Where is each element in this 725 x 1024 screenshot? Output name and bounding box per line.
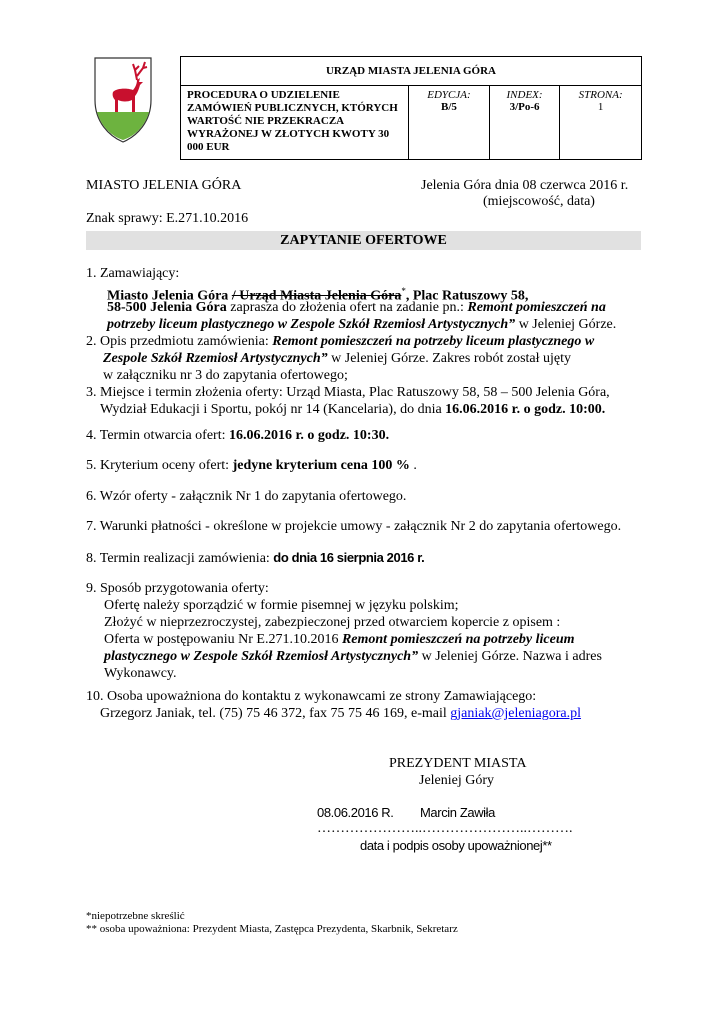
footnote-2: ** osoba upoważniona: Prezydent Miasta, Zastępca Prezydenta, Skarbnik, Sekretarz <box>86 923 458 935</box>
item-5-end: . <box>409 458 417 473</box>
item-2-task-a: Remont pomieszczeń na potrzeby liceum plastycznego w <box>272 334 595 349</box>
item-10-contact <box>100 705 581 723</box>
item-1-address: , Plac Ratuszowy 58, <box>405 288 529 304</box>
item-4-label: 4. Termin otwarcia ofert: <box>86 428 229 443</box>
item-3-line-2 <box>100 401 605 419</box>
item-1-task-b: potrzeby liceum plastycznego w Zespole Szkół Rzemiosł Artystycznych” <box>107 317 516 332</box>
signature-date: 08.06.2016 R. <box>317 805 394 820</box>
item-1-line-2 <box>107 299 606 317</box>
item-5 <box>86 457 417 475</box>
item-10-heading: 10. Osoba upoważniona do kontaktu z wykonawcami ze strony Zamawiającego: <box>86 689 537 704</box>
city-crest-logo <box>91 54 155 144</box>
index-cell <box>489 86 559 160</box>
signature-name: Marcin Zawiła <box>420 805 495 820</box>
item-9-contractor: w Jeleniej Górze. Nazwa i adres <box>418 649 602 664</box>
item-9-line-1: Ofertę należy sporządzić w formie pisemnej w języku polskim; <box>104 598 459 613</box>
header-table <box>180 56 642 160</box>
item-1-task-a: Remont pomieszczeń na <box>467 300 606 315</box>
procedure-title: PROCEDURA O UDZIELENIE ZAMÓWIEŃ PUBLICZNYCH, KTÓRYCH WARTOŚĆ NIE PRZEKRACZA WYRAŻONEJ W ZŁOTYCH KWOTY 30 000 EUR <box>181 86 409 160</box>
index-label: INDEX: <box>506 89 543 101</box>
item-4 <box>86 427 389 445</box>
signature-caption: data i podpis osoby upoważnionej** <box>360 838 552 853</box>
signature-title-1: PREZYDENT MIASTA <box>389 756 527 771</box>
item-1-location: w Jeleniej Górze. <box>515 317 617 332</box>
item-8-label: 8. Termin realizacji zamówienia: <box>86 551 274 566</box>
item-3-place: Wydział Edukacji i Sportu, pokój nr 14 (Kancelaria), do dnia <box>100 402 446 417</box>
document-title: ZAPYTANIE OFERTOWE <box>86 231 641 250</box>
index-value: 3/Po-6 <box>509 101 540 113</box>
date-caption: (miejscowość, data) <box>483 194 595 209</box>
item-1-heading: 1. Zamawiający: <box>86 266 180 281</box>
case-reference: Znak sprawy: E.271.10.2016 <box>86 211 249 226</box>
office-name: URZĄD MIASTA JELENIA GÓRA <box>181 57 642 86</box>
item-9-task-b: plastycznego w Zespole Szkół Rzemiosł Artystycznych” <box>104 649 419 664</box>
item-2-line-1 <box>86 333 594 351</box>
item-3-line-1: 3. Miejsce i termin złożenia oferty: Urząd Miasta, Plac Ratuszowy 58, 58 – 500 Jelenia Góra, <box>86 385 610 400</box>
signature-dots: …………………..…………………..………. <box>317 821 573 836</box>
item-9-line-3 <box>104 631 575 649</box>
item-5-value: jedyne kryterium cena 100 % <box>232 458 410 473</box>
item-3-deadline: 16.06.2016 r. o godz. 10:00. <box>445 402 606 417</box>
item-7: 7. Warunki płatności - określone w projekcie umowy - załącznik Nr 2 do zapytania ofertowego. <box>86 519 622 534</box>
item-1-invite: zaprasza do złożenia ofert na zadanie pn.: <box>226 300 468 315</box>
item-10-contact-details: Grzegorz Janiak, tel. (75) 75 46 372, fax 75 75 46 169, e-mail <box>100 706 451 721</box>
item-1-asterisk: * <box>401 286 406 296</box>
item-2-scope: w Jeleniej Górze. Zakres robót został ujęty <box>327 351 572 366</box>
item-1-struck-office: / Urząd Miasta Jelenia Góra <box>231 288 402 304</box>
item-8 <box>86 549 424 568</box>
city-name: MIASTO JELENIA GÓRA <box>86 178 242 193</box>
edition-value: B/5 <box>440 101 457 113</box>
item-2-task-b: Zespole Szkół Rzemiosł Artystycznych” <box>103 351 328 366</box>
item-1-postcode: 58-500 Jelenia Góra <box>107 300 227 315</box>
item-6: 6. Wzór oferty - załącznik Nr 1 do zapytania ofertowego. <box>86 489 407 504</box>
page-cell <box>560 86 642 160</box>
item-9-task-a: Remont pomieszczeń na potrzeby liceum <box>341 632 575 647</box>
item-2-line-3: w załączniku nr 3 do zapytania ofertowego; <box>103 368 348 383</box>
item-9-offer-ref: Oferta w postępowaniu Nr E.271.10.2016 <box>104 632 342 647</box>
signature-title-2: Jeleniej Góry <box>419 773 495 788</box>
date-line: Jelenia Góra dnia 08 czerwca 2016 r. <box>421 178 629 193</box>
item-5-label: 5. Kryterium oceny ofert: <box>86 458 233 473</box>
item-8-value: do dnia 16 sierpnia 2016 r. <box>273 550 425 565</box>
item-9-heading: 9. Sposób przygotowania oferty: <box>86 581 269 596</box>
item-4-value: 16.06.2016 r. o godz. 10:30. <box>229 428 390 443</box>
item-1-line-3 <box>107 316 616 334</box>
edition-cell <box>409 86 490 160</box>
page-value: 1 <box>597 101 604 113</box>
edition-label: EDYCJA: <box>427 89 471 101</box>
item-2-label: 2. Opis przedmiotu zamówienia: <box>86 334 273 349</box>
item-2-line-2 <box>103 350 571 368</box>
footnote-1: *niepotrzebne skreślić <box>86 910 185 922</box>
item-9-line-5: Wykonawcy. <box>104 666 177 681</box>
email-link[interactable]: gjaniak@jeleniagora.pl <box>450 706 581 721</box>
page-label: STRONA: <box>578 89 623 101</box>
item-9-line-4 <box>104 648 602 666</box>
item-1-city: Miasto Jelenia Góra <box>107 288 229 304</box>
item-9-line-2: Złożyć w nieprzezroczystej, zabezpieczonej przed otwarciem kopercie z opisem : <box>104 615 561 630</box>
